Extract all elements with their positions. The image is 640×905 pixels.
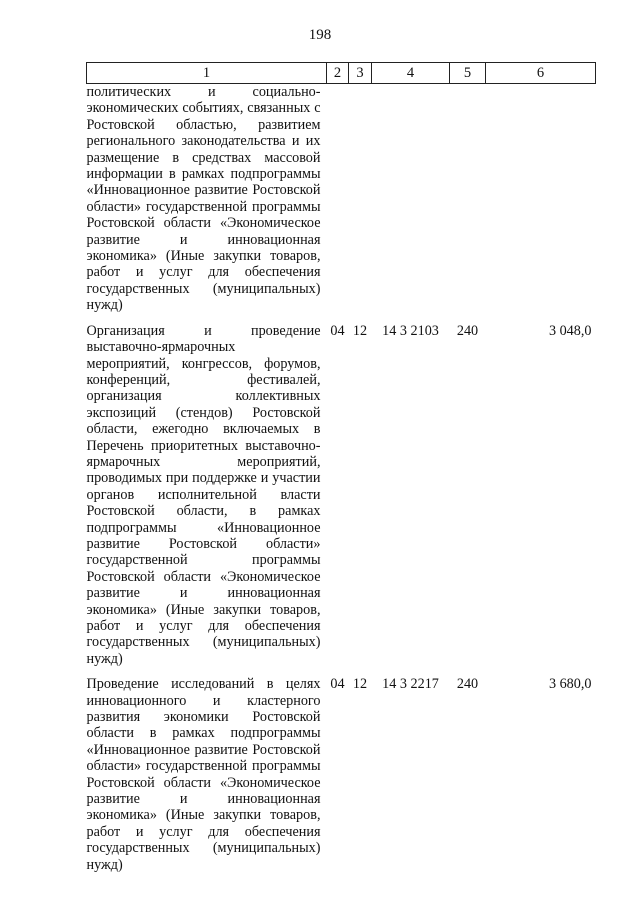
row-section-code (327, 84, 349, 314)
row-description: Проведение исследований в целях инновационного и кластерного развития экономики Ростовской области в рамках подпрограммы «Инновационное развитие Ростовской области» государственной программы Ростовской области «Экономическое развитие и инновационная экономика» (Иные закупки товаров, работ и услуг для обеспечения государственных (муниципальных) нужд) (86, 676, 321, 873)
row-target-article (372, 84, 450, 314)
column-header-6: 6 (486, 63, 596, 84)
row-section-code: 04 (330, 322, 345, 339)
row-description: политических и социально-экономических событиях, связанных с Ростовской областью, развитием регионального законодательства и их размещение в средствах массовой информации в рамках подпрограммы «Инновационное развитие Ростовской области» государственной программы Ростовской области «Экономическое развитие и инновационная экономика» (Иные закупки товаров, работ и услуг для обеспечения государственных (муниципальных) нужд) (86, 84, 321, 314)
column-header-5: 5 (450, 63, 486, 84)
column-header-4: 4 (372, 63, 450, 84)
row-amount: 3 048,0 (548, 322, 592, 339)
row-subsection-code: 12 (352, 322, 368, 339)
row-subsection-code (349, 84, 372, 314)
row-description: Организация и проведение выставочно-ярмарочных мероприятий, конгрессов, форумов, конференций, фестивалей, организация коллективных экспозиций (стендов) Ростовской области, ежегодно включаемых в Перечень приоритетных выставочно-ярмарочных мероприятий, проводимых при поддержке и участии органов исполнительной власти Ростовской области, в рамках подпрограммы «Инновационное развитие Ростовской области» государственной программы Ростовской области «Экономическое развитие и инновационная экономика» (Иные закупки товаров, работ и услуг для обеспечения государственных (муниципальных) нужд) (86, 322, 321, 667)
table-row (87, 323, 596, 668)
column-header-2: 2 (327, 63, 349, 84)
row-expense-type (450, 84, 486, 314)
table-row (87, 676, 596, 873)
row-target-article: 14 3 2217 (382, 676, 439, 693)
column-header-1: 1 (87, 63, 327, 84)
row-expense-type: 240 (456, 322, 479, 339)
row-amount (486, 84, 596, 314)
row-target-article: 14 3 2103 (382, 322, 439, 339)
table-header-row (87, 63, 596, 84)
row-expense-type: 240 (456, 676, 479, 693)
row-section-code: 04 (330, 676, 345, 693)
table-row (87, 84, 596, 314)
row-amount: 3 680,0 (548, 676, 592, 693)
column-header-3: 3 (349, 63, 372, 84)
page-number: 198 (308, 27, 332, 43)
budget-table (86, 62, 596, 873)
row-subsection-code: 12 (352, 676, 368, 693)
